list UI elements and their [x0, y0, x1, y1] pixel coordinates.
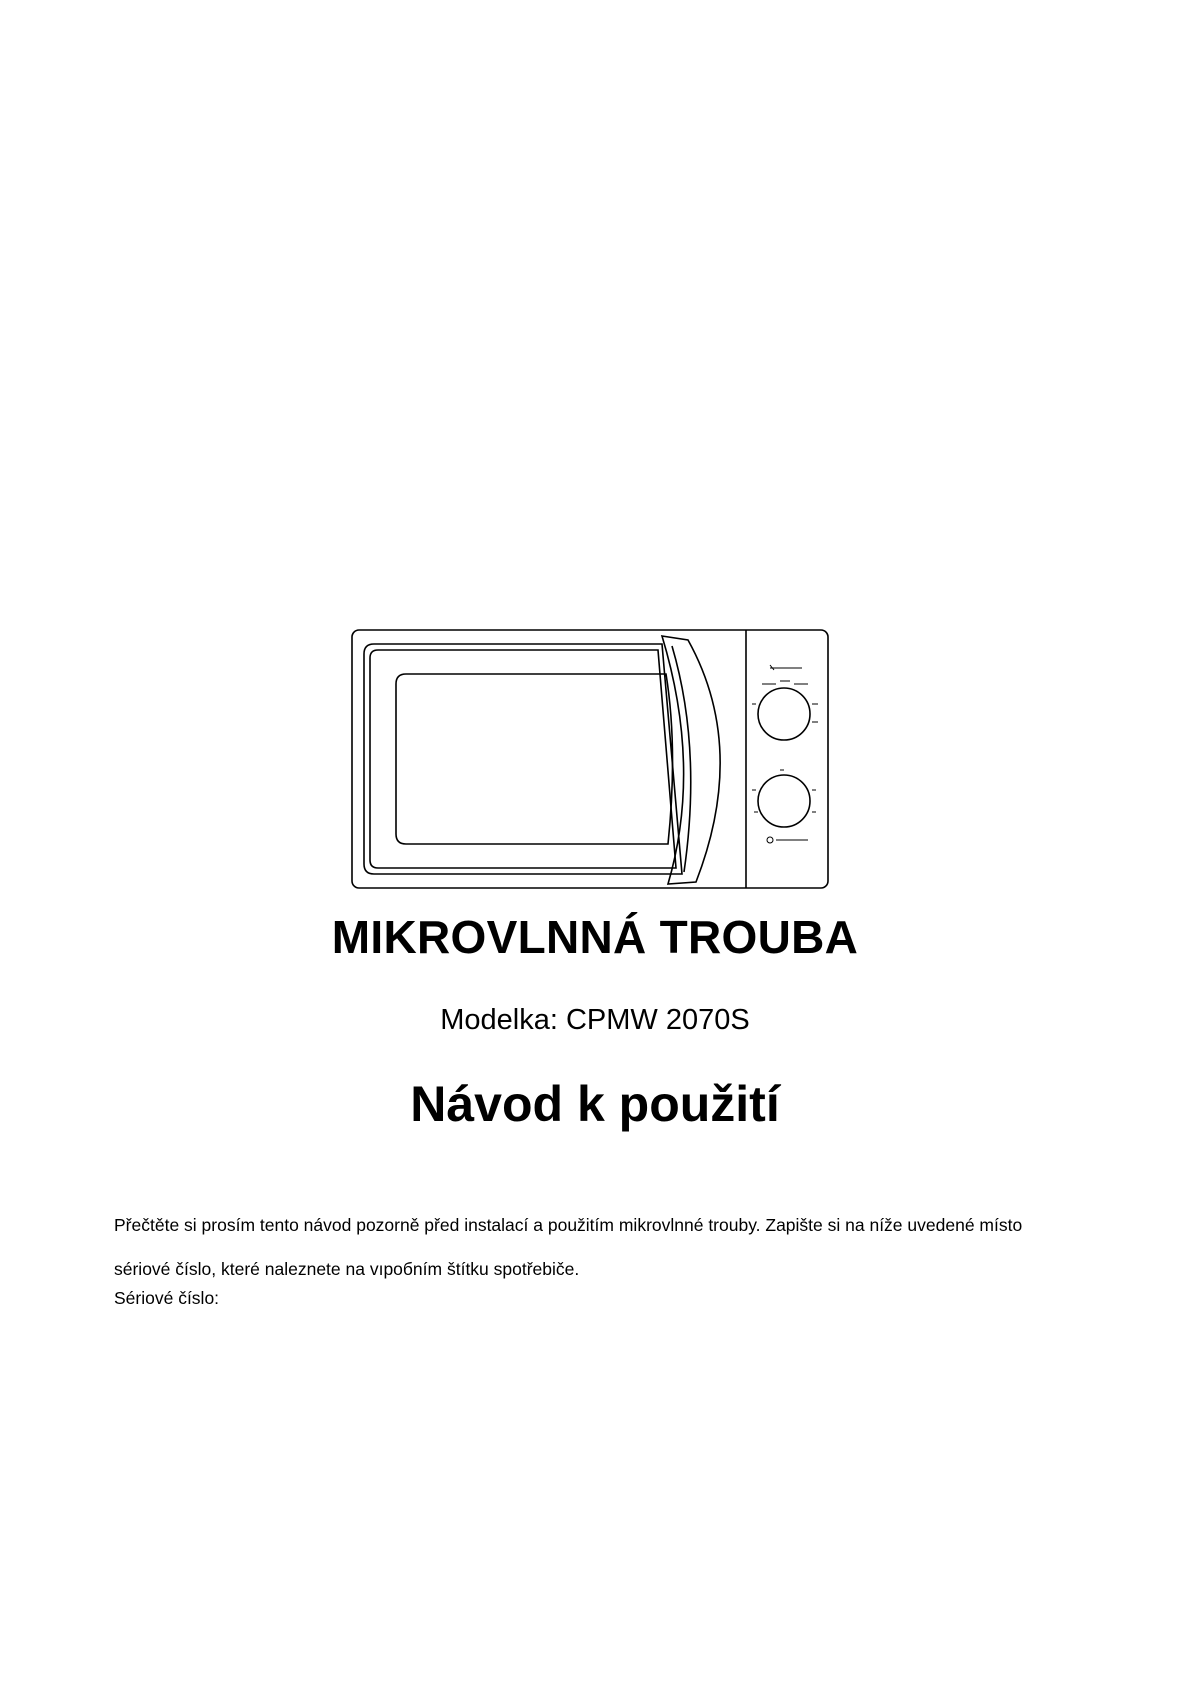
- microwave-oven-drawing: [350, 628, 830, 890]
- microwave-oven-illustration: [350, 628, 830, 890]
- door-frame-inner: [370, 650, 676, 868]
- door-frame-outer: [364, 644, 682, 874]
- document-title: MIKROVLNNÁ TROUBA: [331, 911, 859, 963]
- oven-body: [352, 630, 828, 888]
- power-knob: [758, 688, 810, 740]
- model-line: Modelka: CPMW 2070S: [440, 1004, 750, 1036]
- manual-title: Návod k použití: [410, 1076, 780, 1132]
- intro-paragraph: Přečtěte si prosím tento návod pozorně před instalací a použitím mikrovlnné trouby. Zapište si na níže uvedené místo sériové číslo, které naleznete na vıробním štítku spotřebiče.: [114, 1215, 1023, 1279]
- timer-knob: [758, 775, 810, 827]
- door-handle-curve: [672, 646, 691, 872]
- door-window: [396, 674, 673, 844]
- serial-number-label: Sériové číslo:: [114, 1288, 220, 1308]
